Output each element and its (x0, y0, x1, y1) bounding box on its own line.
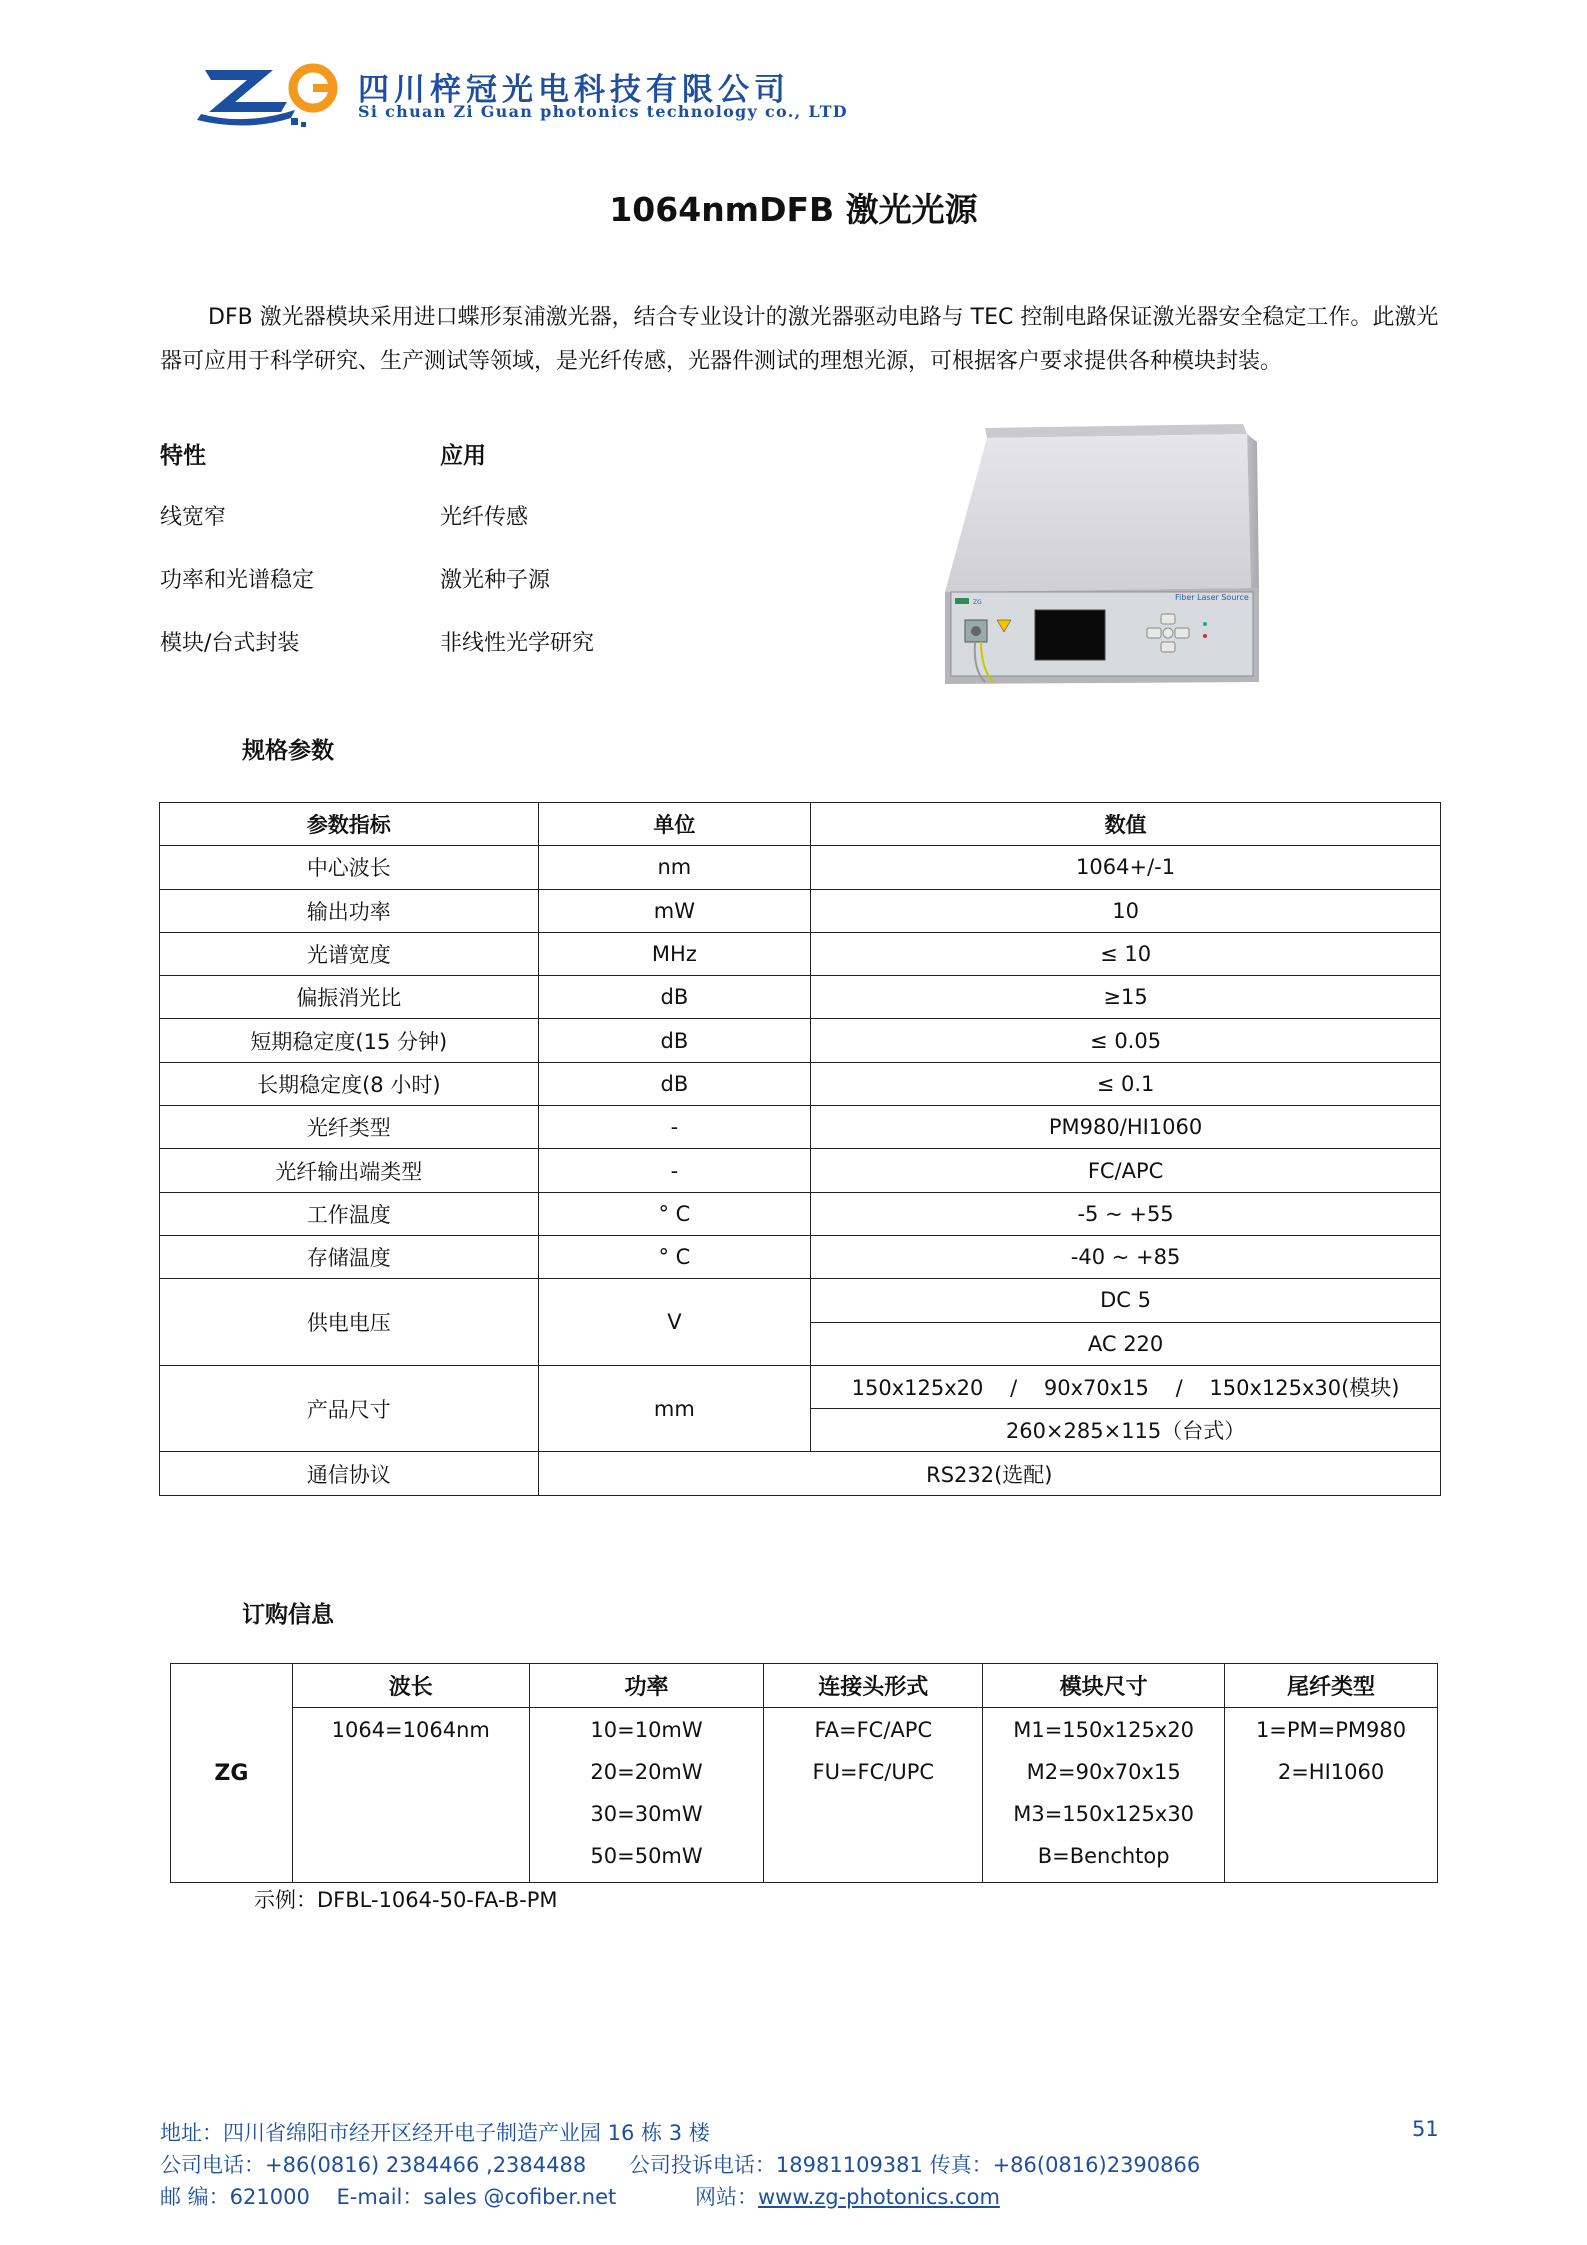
spec-heading: 规格参数 (242, 738, 334, 764)
device-brand-mark (955, 598, 969, 604)
list-item: 30=30mW (590, 1802, 703, 1826)
value-cell: ≤ 0.05 (811, 1019, 1441, 1062)
application-item: 激光种子源 (440, 568, 551, 593)
table-row (160, 1062, 1441, 1105)
order-heading: 订购信息 (242, 1602, 334, 1628)
list-item: 50=50mW (590, 1844, 703, 1868)
list-item: M3=150x125x30 (1013, 1802, 1195, 1826)
column-header: 波长 (292, 1664, 529, 1708)
table-row (171, 1708, 1438, 1883)
value-cell: -5 ~ +55 (811, 1192, 1441, 1235)
value-cell: 150x125x20 / 90x70x15 / 150x125x30(模块) (811, 1365, 1441, 1408)
footer-phone: 公司电话：+86(0816) 2384466 ,2384488 (160, 2153, 587, 2177)
list-item: 10=10mW (590, 1718, 703, 1742)
list-item: 1=PM=PM980 (1255, 1718, 1407, 1742)
param-cell: 输出功率 (160, 889, 539, 932)
wavelength-cell (292, 1708, 529, 1883)
laser-device-image (925, 420, 1275, 690)
value-cell: RS232(选配) (538, 1452, 1440, 1495)
table-row (160, 1279, 1441, 1322)
table-row (160, 1149, 1441, 1192)
param-cell: 通信协议 (160, 1452, 539, 1495)
column-header: 参数指标 (160, 803, 539, 846)
table-row (160, 932, 1441, 975)
column-header: 尾纤类型 (1225, 1664, 1438, 1708)
order-table (170, 1663, 1438, 1883)
column-header: 连接头形式 (764, 1664, 983, 1708)
page-title: 1064nmDFB 激光光源 (609, 190, 978, 229)
device-brand-text: ZG (973, 599, 982, 606)
param-cell: 产品尺寸 (160, 1365, 539, 1452)
footer-address: 地址：四川省绵阳市经开区经开电子制造产业园 16 栋 3 楼 (160, 2121, 710, 2145)
table-row (160, 1452, 1441, 1495)
value-cell: -40 ~ +85 (811, 1235, 1441, 1278)
unit-cell: V (538, 1279, 811, 1366)
unit-cell: - (538, 1149, 811, 1192)
footer-complaint: 公司投诉电话：18981109381 传真：+86(0816)2390866 (628, 2153, 1201, 2177)
value-cell: 260×285×115（台式） (811, 1409, 1441, 1452)
table-row (160, 889, 1441, 932)
footer-email: E-mail：sales @cofiber.net (336, 2185, 617, 2209)
unit-cell: mW (538, 889, 811, 932)
brand-cell: ZG (171, 1664, 293, 1883)
param-cell: 中心波长 (160, 846, 539, 889)
features-heading: 特性 (160, 443, 206, 469)
param-cell: 光纤类型 (160, 1106, 539, 1149)
feature-item: 功率和光谱稳定 (160, 568, 315, 593)
param-cell: 供电电压 (160, 1279, 539, 1366)
param-cell: 工作温度 (160, 1192, 539, 1235)
power-cell (529, 1708, 764, 1883)
connector-cell (764, 1708, 983, 1883)
param-cell: 长期稳定度(8 小时) (160, 1062, 539, 1105)
table-row (160, 1192, 1441, 1235)
list-item: 1064=1064nm (331, 1718, 490, 1742)
table-row (160, 846, 1441, 889)
param-cell: 光谱宽度 (160, 932, 539, 975)
table-row (160, 1019, 1441, 1062)
value-cell: PM980/HI1060 (811, 1106, 1441, 1149)
value-cell: 1064+/-1 (811, 846, 1441, 889)
unit-cell: nm (538, 846, 811, 889)
column-header: 数值 (811, 803, 1441, 846)
table-row (160, 976, 1441, 1019)
unit-cell: dB (538, 1019, 811, 1062)
table-row (160, 1106, 1441, 1149)
application-item: 非线性光学研究 (440, 631, 595, 656)
list-item: FA=FC/APC (814, 1718, 933, 1742)
unit-cell: dB (538, 1062, 811, 1105)
value-cell: AC 220 (811, 1322, 1441, 1365)
applications-heading: 应用 (440, 443, 486, 469)
list-item: M1=150x125x20 (1013, 1718, 1195, 1742)
company-name-en: Si chuan Zi Guan photonics technology co., LTD (358, 102, 848, 121)
unit-cell: - (538, 1106, 811, 1149)
table-row (160, 1365, 1441, 1408)
spec-table (159, 802, 1441, 1496)
param-cell: 存储温度 (160, 1235, 539, 1278)
company-logo-icon (195, 60, 345, 130)
feature-item: 模块/台式封装 (160, 631, 300, 656)
unit-cell: ° C (538, 1192, 811, 1235)
unit-cell: ° C (538, 1235, 811, 1278)
company-name-cn: 四川梓冠光电科技有限公司 (358, 72, 790, 108)
value-cell: ≥15 (811, 976, 1441, 1019)
footer-website-link[interactable]: www.zg-photonics.com (757, 2185, 1000, 2209)
list-item: M2=90x70x15 (1026, 1760, 1181, 1784)
unit-cell: dB (538, 976, 811, 1019)
feature-item: 线宽窄 (160, 505, 227, 530)
list-item: B=Benchtop (1037, 1844, 1170, 1868)
pigtail-cell (1225, 1708, 1438, 1883)
param-cell: 偏振消光比 (160, 976, 539, 1019)
list-item: FU=FC/UPC (812, 1760, 935, 1784)
page-number: 51 (1412, 2117, 1439, 2141)
column-header: 功率 (529, 1664, 764, 1708)
application-item: 光纤传感 (440, 505, 529, 530)
value-cell: ≤ 10 (811, 932, 1441, 975)
value-cell: FC/APC (811, 1149, 1441, 1192)
param-cell: 短期稳定度(15 分钟) (160, 1019, 539, 1062)
value-cell: ≤ 0.1 (811, 1062, 1441, 1105)
intro-paragraph: DFB 激光器模块采用进口蝶形泵浦激光器，结合专业设计的激光器驱动电路与 TEC 控制电路保证激光器安全稳定工作。此激光器可应用于科学研究、生产测试等领域，是光纤传感，光器件测试的理想光源，可根据客户要求提供各种模块封装。 (160, 305, 1439, 374)
column-header: 单位 (538, 803, 811, 846)
value-cell: DC 5 (811, 1279, 1441, 1322)
unit-cell: mm (538, 1365, 811, 1452)
footer-website-label: 网站： (694, 2185, 758, 2209)
list-item: 2=HI1060 (1277, 1760, 1385, 1784)
param-cell: 光纤输出端类型 (160, 1149, 539, 1192)
order-example: 示例：DFBL-1064-50-FA-B-PM (254, 1888, 558, 1912)
device-panel-label: Fiber Laser Source (1175, 593, 1249, 602)
footer-postcode: 邮 编：621000 (160, 2185, 310, 2209)
table-header-row (160, 803, 1441, 846)
table-row (160, 1235, 1441, 1278)
column-header: 模块尺寸 (983, 1664, 1225, 1708)
table-header-row (171, 1664, 1438, 1708)
value-cell: 10 (811, 889, 1441, 932)
footer-phone-line (160, 2149, 1200, 2179)
list-item: 20=20mW (590, 1760, 703, 1784)
module-size-cell (983, 1708, 1225, 1883)
unit-cell: MHz (538, 932, 811, 975)
footer-contact-line (160, 2181, 1000, 2211)
